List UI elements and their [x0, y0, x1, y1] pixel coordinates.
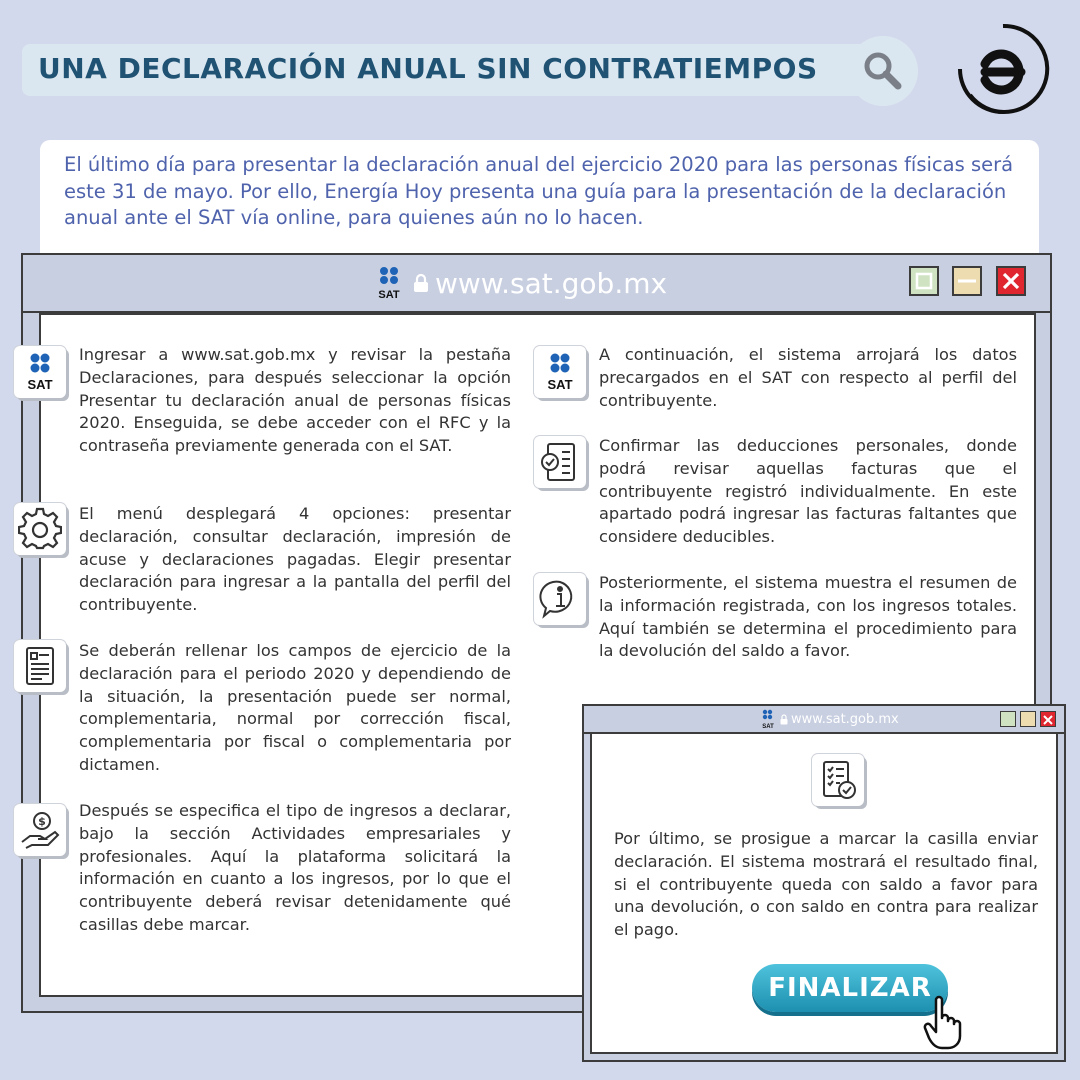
- step-4-text: Después se especifica el tipo de ingresos a declarar, bajo la sección Actividades empresariales y profesionales. Aquí la plataforma solicitará la información en cuanto a los ingresos, por lo que el contribuyente deberá revisar detenidamente qué casillas debe marcar.: [79, 801, 511, 934]
- svg-text:SAT: SAT: [27, 377, 53, 392]
- lock-icon: [780, 714, 788, 725]
- address-bar[interactable]: [371, 267, 667, 299]
- maximize-button[interactable]: [909, 266, 939, 296]
- minimize-icon: [954, 268, 980, 294]
- sat-logo-icon: [18, 350, 62, 394]
- step-4-icon-box: [14, 804, 66, 856]
- step-5-icon-box: [534, 346, 586, 398]
- step-7-text: Posteriormente, el sistema muestra el resumen de la información registrada, con los ingresos totales. Aquí también se determina el procedimiento para la devolución del saldo a favor.: [599, 573, 1017, 661]
- close-icon: [1041, 713, 1055, 727]
- step-6-icon-box: [534, 436, 586, 488]
- maximize-icon: [911, 268, 937, 294]
- final-maximize-button[interactable]: [1000, 711, 1016, 727]
- final-close-button[interactable]: [1040, 711, 1056, 727]
- final-address-bar[interactable]: [759, 709, 899, 729]
- sat-logo-icon: [538, 350, 582, 394]
- step-6-text: Confirmar las deducciones personales, donde podrá revisar aquellas facturas que el contribuyente registró individualmente. En este apartado podrá ingresar las facturas faltantes que considere deducibles.: [599, 436, 1017, 547]
- step-2-icon-box: [14, 503, 66, 555]
- checklist-icon: [538, 440, 582, 484]
- step-3-text: Se deberán rellenar los campos de ejercicio de la declaración para el periodo 2020 y dependiendo de la situación, la presentación puede ser normal, complementaria, normal por corrección fiscal, complementaria por fiscal o complementaria por dictamen.: [79, 641, 511, 774]
- step-2-text: El menú desplegará 4 opciones: presentar declaración, consultar declaración, impresión de acuse y declaraciones pagadas. Elegir presentar declaración para ingresar a la pantalla del perfil del contribuyente.: [79, 504, 511, 615]
- step-1-icon-box: [14, 346, 66, 398]
- intro-panel: [40, 140, 1039, 260]
- svg-text:SAT: SAT: [378, 289, 400, 301]
- info-bubble-icon: [538, 577, 582, 621]
- svg-text:SAT: SAT: [762, 724, 774, 729]
- search-button[interactable]: [848, 36, 918, 106]
- step-1-text: Ingresar a www.sat.gob.mx y revisar la pestaña Declaraciones, para después seleccionar la opción Presentar tu declaración anual de personas físicas 2020. Enseguida, se debe acceder con el RFC y la contraseña previamente generada con el SAT.: [79, 345, 511, 456]
- url-text: www.sat.gob.mx: [435, 266, 668, 300]
- step-7-icon-box: [534, 573, 586, 625]
- final-step-text: Por último, se prosigue a marcar la casilla enviar declaración. El sistema mostrará el resultado final, si el contribuyente queda con saldo a favor para una devolución, o con saldo en contra para realizar el pago.: [614, 829, 1038, 940]
- final-url-text: www.sat.gob.mx: [791, 711, 899, 727]
- search-icon: [848, 36, 918, 106]
- form-document-icon: [18, 644, 62, 688]
- step-5-text: A continuación, el sistema arrojará los datos precargados en el SAT con respecto al perfil del contribuyente.: [599, 345, 1017, 410]
- final-step-window: [582, 704, 1066, 1062]
- intro-text: El último día para presentar la declaración anual del ejercicio 2020 para las personas físicas será este 31 de mayo. Por ello, Energía Hoy presenta una guía para la presentación de la declaración anual ante el SAT vía online, para quienes aún no lo hacen.: [64, 153, 1014, 229]
- svg-text:$: $: [38, 815, 46, 828]
- page-title: UNA DECLARACIÓN ANUAL SIN CONTRATIEMPOS: [38, 52, 818, 85]
- sat-logo-icon: [371, 265, 407, 301]
- final-window-content: [590, 732, 1058, 1054]
- final-icon-box: [812, 754, 864, 806]
- minimize-button[interactable]: [952, 266, 982, 296]
- final-minimize-button[interactable]: [1020, 711, 1036, 727]
- pointer-hand-icon: [922, 994, 976, 1052]
- step-3-icon-box: [14, 640, 66, 692]
- money-hand-icon: [18, 808, 62, 852]
- sat-logo-icon: [759, 709, 777, 729]
- gear-icon: [18, 507, 62, 551]
- checklist-approved-icon: [816, 758, 860, 802]
- finalizar-button[interactable]: FINALIZAR: [752, 964, 948, 1012]
- lock-icon: [413, 273, 429, 293]
- energia-hoy-logo: [956, 22, 1050, 116]
- final-window-title-bar: [584, 706, 1064, 734]
- svg-text:SAT: SAT: [547, 377, 573, 392]
- close-button[interactable]: [996, 266, 1026, 296]
- close-icon: [998, 268, 1024, 294]
- browser-title-bar: [23, 255, 1050, 313]
